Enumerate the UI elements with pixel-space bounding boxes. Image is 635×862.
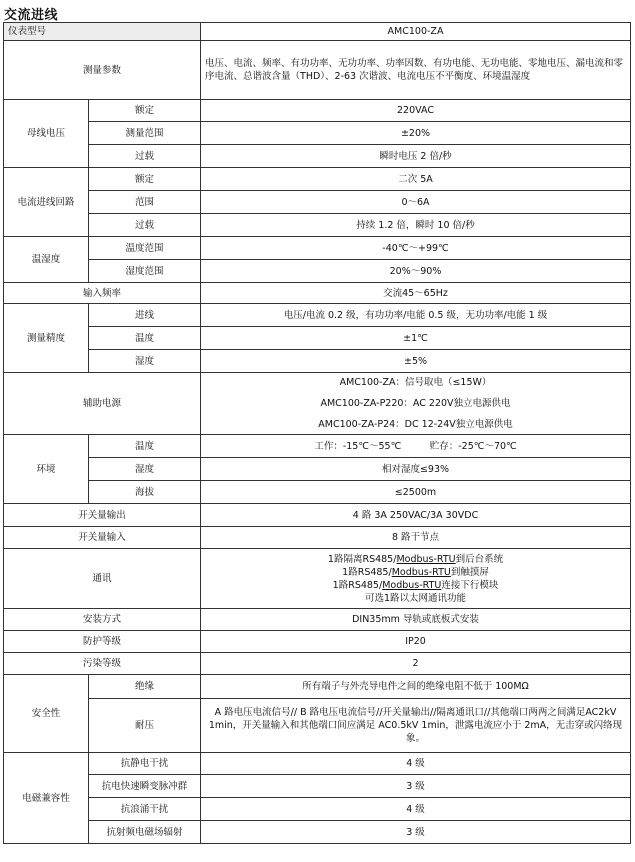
value-digital-output: 4 路 3A 250VAC/3A 30VDC [201, 504, 631, 527]
sub-label: 范围 [89, 191, 201, 214]
section-title: 交流进线 [4, 8, 59, 23]
comm-line-3: 1路RS485/Modbus-RTU连接下行模块 [332, 579, 499, 591]
table-row [4, 775, 631, 798]
sub-label: 额定 [89, 100, 201, 122]
table-row [4, 631, 631, 653]
value-cell: ≤2500m [201, 481, 631, 504]
value-cell: 3 级 [201, 821, 631, 844]
table-row [4, 237, 631, 260]
value-cell: 瞬时电压 2 倍/秒 [201, 145, 631, 168]
value-cell: 二次 5A [201, 168, 631, 191]
table-row [4, 260, 631, 283]
value-cell: 持续 1.2 倍，瞬时 10 倍/秒 [201, 214, 631, 237]
row-label-pollution: 污染等级 [4, 653, 201, 675]
table-row [4, 191, 631, 214]
sub-label: 湿度范围 [89, 260, 201, 283]
sub-label: 温度 [89, 435, 201, 458]
value-installation: DIN35mm 导轨或底板式安装 [201, 609, 631, 631]
value-cell: 20%～90% [201, 260, 631, 283]
sub-label: 湿度 [89, 350, 201, 373]
value-cell: 220VAC [201, 100, 631, 122]
value-communication [201, 549, 631, 609]
value-pollution: 2 [201, 653, 631, 675]
table-row [4, 145, 631, 168]
comm-line-2: 1路RS485/Modbus-RTU到触摸屏 [342, 566, 489, 578]
sub-label: 绝缘 [89, 675, 201, 699]
value-cell: 4 级 [201, 753, 631, 775]
comm-line-4: 可选1路以太网通讯功能 [364, 592, 467, 604]
table-row [4, 214, 631, 237]
row-label-current: 电流进线回路 [4, 168, 89, 237]
table-row [4, 504, 631, 527]
sub-label: 耐压 [89, 699, 201, 753]
value-frequency: 交流45～65Hz [201, 283, 631, 304]
value-cell: 4 级 [201, 798, 631, 821]
sub-label: 抗电快速瞬变脉冲群 [89, 775, 201, 798]
table-row [4, 373, 631, 435]
value-cell: 3 级 [201, 775, 631, 798]
sub-label: 湿度 [89, 458, 201, 481]
sub-label: 温度 [89, 327, 201, 350]
value-cell: 电压/电流 0.2 级，有功功率/电能 0.5 级，无功功率/电能 1 级 [201, 304, 631, 327]
comm-line-1: 1路隔离RS485/Modbus-RTU到后台系统 [327, 553, 504, 565]
table-row [4, 283, 631, 304]
sub-label: 抗浪涌干扰 [89, 798, 201, 821]
aux-line-2: AMC100-ZA-P220：AC 220V独立电源供电 [320, 398, 511, 409]
row-label-aux-power: 辅助电源 [4, 373, 201, 435]
table-row [4, 304, 631, 327]
row-label-communication: 通讯 [4, 549, 201, 609]
value-cell: 工作：-15℃～55℃ 贮存：-25℃～70℃ [201, 435, 631, 458]
value-model: AMC100-ZA [201, 23, 631, 41]
sub-label: 过载 [89, 214, 201, 237]
table-row [4, 609, 631, 631]
table-row [4, 458, 631, 481]
sub-label: 测量范围 [89, 122, 201, 145]
row-label-bus-voltage: 母线电压 [4, 100, 89, 168]
row-label-model: 仪表型号 [4, 23, 201, 41]
row-label-protection: 防护等级 [4, 631, 201, 653]
table-row [4, 549, 631, 609]
value-cell: ±5% [201, 350, 631, 373]
sub-label: 额定 [89, 168, 201, 191]
row-label-frequency: 输入频率 [4, 283, 201, 304]
row-label-environment: 环境 [4, 435, 89, 504]
value-digital-input: 8 路干节点 [201, 527, 631, 549]
table-row [4, 653, 631, 675]
value-cell: A 路电压电流信号// B 路电压电流信号//开关量输出//隔离通讯口//其他端口两两之间满足AC2kV 1min，开关量输入和其他端口间应满足 AC0.5kV 1min，泄露电流应小于 2mA，无击穿或闪络现象。 [201, 699, 631, 753]
row-label-temp-humidity: 温湿度 [4, 237, 89, 283]
value-protection: IP20 [201, 631, 631, 653]
table-row [4, 798, 631, 821]
sub-label: 抗射频电磁场辐射 [89, 821, 201, 844]
row-label-digital-input: 开关量输入 [4, 527, 201, 549]
table-row [4, 168, 631, 191]
table-row [4, 23, 631, 41]
table-row [4, 122, 631, 145]
value-cell: -40℃～+99℃ [201, 237, 631, 260]
table-row [4, 821, 631, 844]
row-label-safety: 安全性 [4, 675, 89, 753]
spec-table [3, 22, 631, 844]
value-aux-power [201, 373, 631, 435]
value-cell: 相对湿度≤93% [201, 458, 631, 481]
value-measure: 电压、电流、频率、有功功率、无功功率、功率因数、有功电能、无功电能、零地电压、漏电流和零序电流、总谐波含量（THD）、2-63 次谐波、电流电压不平衡度、环境温湿度 [201, 41, 631, 100]
table-row [4, 435, 631, 458]
table-row [4, 327, 631, 350]
row-label-measure: 测量参数 [4, 41, 201, 100]
aux-line-3: AMC100-ZA-P24：DC 12-24V独立电源供电 [318, 419, 513, 430]
table-row [4, 753, 631, 775]
table-row [4, 699, 631, 753]
row-label-accuracy: 测量精度 [4, 304, 89, 373]
row-label-emc: 电磁兼容性 [4, 753, 89, 844]
row-label-digital-output: 开关量输出 [4, 504, 201, 527]
aux-line-1: AMC100-ZA：信号取电（≤15W） [339, 377, 492, 388]
sub-label: 海拔 [89, 481, 201, 504]
sub-label: 过载 [89, 145, 201, 168]
sub-label: 进线 [89, 304, 201, 327]
table-row [4, 481, 631, 504]
table-row [4, 100, 631, 122]
table-row [4, 41, 631, 100]
table-row [4, 527, 631, 549]
table-row [4, 350, 631, 373]
row-label-installation: 安装方式 [4, 609, 201, 631]
value-cell: 0～6A [201, 191, 631, 214]
sub-label: 温度范围 [89, 237, 201, 260]
value-cell: ±1℃ [201, 327, 631, 350]
table-row [4, 675, 631, 699]
value-cell: ±20% [201, 122, 631, 145]
sub-label: 抗静电干扰 [89, 753, 201, 775]
value-cell: 所有端子与外壳导电件之间的绝缘电阻不低于 100MΩ [201, 675, 631, 699]
